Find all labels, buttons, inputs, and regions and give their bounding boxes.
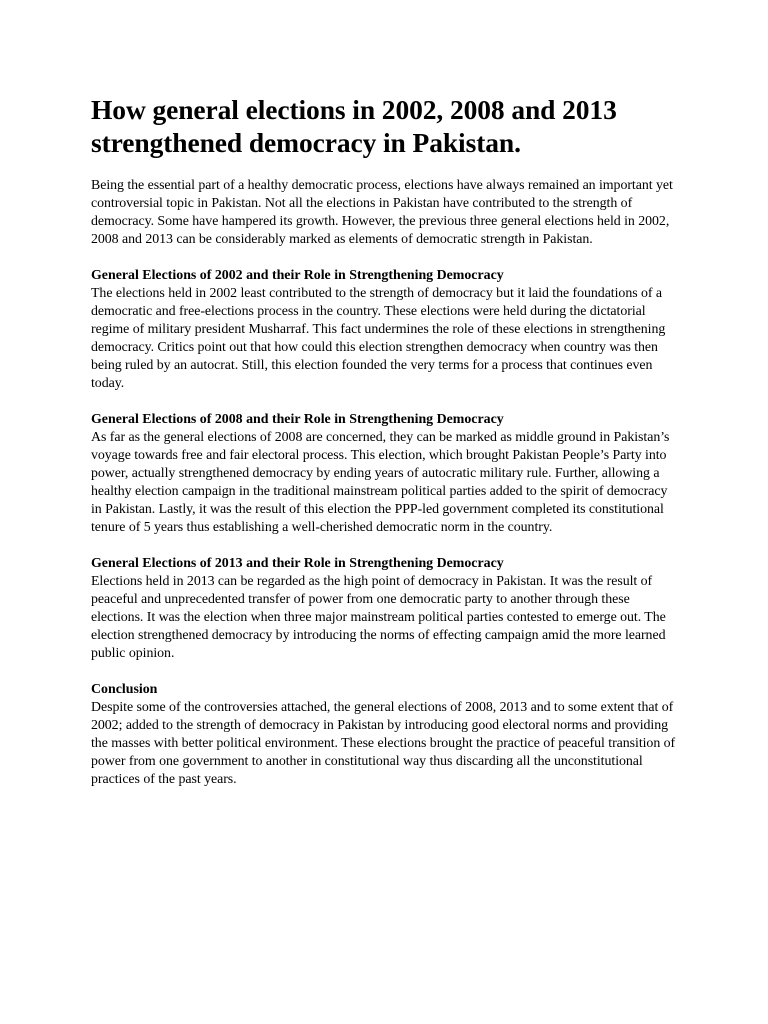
document-title: How general elections in 2002, 2008 and 2013 strengthened democracy in Pakistan.	[91, 94, 617, 158]
section-body: The elections held in 2002 least contributed to the strength of democracy but it laid the foundations of a democratic and free-elections process in the country. These elections were held during the dictatorial regime of military president Musharraf. This fact undermines the role of these elections in strengthening democracy. Critics point out that how could this election strengthen democracy when country was then being ruled by an autocrat. Still, this election founded the very terms for a process that continues even today.	[91, 286, 666, 391]
intro-paragraph: Being the essential part of a healthy democratic process, elections have always remained an important yet controversial topic in Pakistan. Not all the elections in Pakistan have contributed to the strength of democracy. Some have hampered its growth. However, the previous three general elections held in 2002, 2008 and 2013 can be considerably marked as elements of democratic strength in Pakistan.	[91, 178, 673, 247]
conclusion-heading: Conclusion	[91, 682, 158, 697]
section-body: As far as the general elections of 2008 are concerned, they can be marked as middle ground in Pakistan’s voyage towards free and fair electoral process. This election, which brought Pakistan People’s Party into power, actually strengthened democracy by ending years of autocratic military rule. Further, allowing a healthy election campaign in the traditional mainstream political parties added to the spirit of democracy in Pakistan. Lastly, it was the result of this election the PPP-led government completed its constitutional tenure of 5 years thus establishing a well-cherished democratic norm in the country.	[91, 430, 670, 535]
section-body: Elections held in 2013 can be regarded as the high point of democracy in Pakistan. It was the result of peaceful and unprecedented transfer of power from one democratic party to another through these elections. It was the election when three major mainstream political parties contested to emerge out. The election strengthened democracy by introducing the norms of effecting campaign amid the more learned public opinion.	[91, 574, 666, 661]
section-2002	[91, 267, 681, 393]
section-2013	[91, 555, 681, 663]
section-heading: General Elections of 2008 and their Role in Strengthening Democracy	[91, 412, 504, 427]
section-2008	[91, 411, 681, 537]
section-heading: General Elections of 2013 and their Role in Strengthening Democracy	[91, 556, 504, 571]
conclusion-body: Despite some of the controversies attached, the general elections of 2008, 2013 and to some extent that of 2002; added to the strength of democracy in Pakistan by introducing good electoral norms and providing the masses with better political environment. These elections brought the practice of peaceful transition of power from one government to another in constitutional way thus discarding all the unconstitutional practices of the past years.	[91, 700, 676, 787]
section-conclusion	[91, 681, 681, 789]
section-heading: General Elections of 2002 and their Role in Strengthening Democracy	[91, 268, 504, 283]
document-page	[91, 93, 681, 789]
